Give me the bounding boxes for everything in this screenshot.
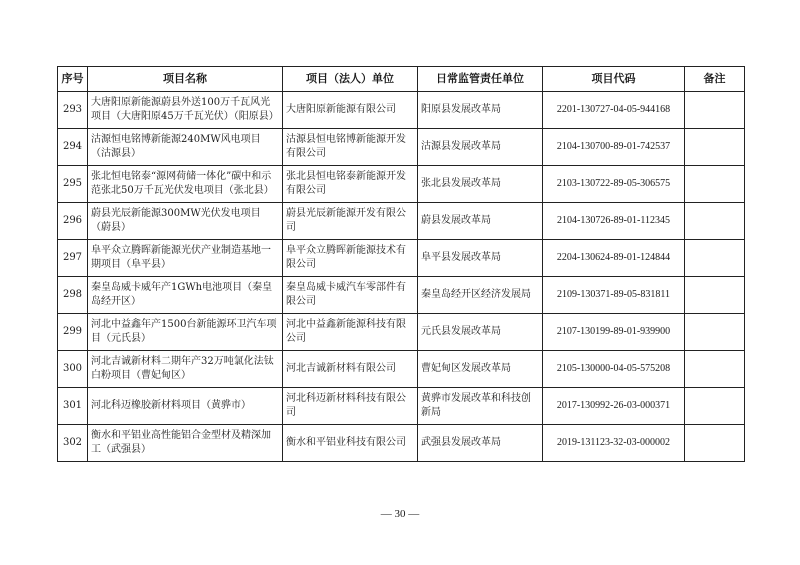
cell-unit: [283, 203, 418, 240]
cell-project-name: [88, 129, 283, 166]
cell-note: [685, 277, 745, 314]
cell-supervisor-text: 阜平县发展改革局: [421, 252, 501, 263]
cell-code-text: 2107-130199-89-01-939900: [556, 326, 671, 337]
cell-supervisor-text: 武强县发展改革局: [421, 437, 501, 448]
cell-unit-text: 大唐阳原新能源有限公司: [286, 104, 396, 115]
cell-seq: [58, 240, 88, 277]
cell-seq-text: 300: [62, 363, 83, 374]
cell-code: [543, 314, 685, 351]
header-project-name: 项目名称: [88, 67, 283, 92]
cell-supervisor-text: 元氏县发展改革局: [421, 326, 501, 337]
cell-supervisor-text: 沽源县发展改革局: [421, 141, 501, 152]
table-row: [58, 277, 745, 314]
cell-unit-text: 衡水和平铝业科技有限公司: [286, 437, 406, 448]
cell-unit-text: 秦皇岛威卡威汽车零部件有限公司: [286, 282, 406, 307]
cell-project-name-text: 沽源恒电铭博新能源240MW风电项目（沽源县）: [91, 134, 261, 159]
cell-project-name: [88, 92, 283, 129]
table-row: [58, 314, 745, 351]
cell-unit-text: 河北中益鑫新能源科技有限公司: [286, 319, 406, 344]
cell-supervisor: [418, 166, 543, 203]
cell-note: [685, 351, 745, 388]
cell-code: [543, 425, 685, 462]
cell-supervisor: [418, 351, 543, 388]
cell-code: [543, 129, 685, 166]
cell-code-text: 2201-130727-04-05-944168: [556, 104, 671, 115]
cell-unit-text: 河北科迈新材料科技有限公司: [286, 393, 406, 418]
cell-supervisor-text: 阳原县发展改革局: [421, 104, 501, 115]
header-note: 备注: [685, 67, 745, 92]
cell-code: [543, 277, 685, 314]
cell-code: [543, 351, 685, 388]
cell-seq: [58, 129, 88, 166]
cell-code-text: 2104-130726-89-01-112345: [557, 215, 670, 226]
cell-unit: [283, 388, 418, 425]
page-number: — 30 —: [380, 508, 420, 520]
cell-project-name-text: 河北科迈橡胶新材料项目（黄骅市）: [91, 400, 251, 411]
cell-supervisor: [418, 425, 543, 462]
table-row: [58, 166, 745, 203]
cell-project-name-text: 秦皇岛威卡威年产1GWh电池项目（秦皇岛经开区）: [91, 282, 273, 307]
cell-project-name: [88, 425, 283, 462]
cell-code-text: 2104-130700-89-01-742537: [556, 141, 671, 152]
cell-supervisor: [418, 129, 543, 166]
cell-project-name: [88, 240, 283, 277]
cell-unit: [283, 351, 418, 388]
cell-seq: [58, 277, 88, 314]
table-row: [58, 388, 745, 425]
cell-seq-text: 302: [62, 437, 83, 448]
cell-seq-text: 299: [62, 326, 83, 337]
cell-supervisor-text: 秦皇岛经开区经济发展局: [421, 289, 531, 300]
cell-project-name: [88, 203, 283, 240]
cell-unit: [283, 314, 418, 351]
cell-supervisor-text: 张北县发展改革局: [421, 178, 501, 189]
table-header-row: [58, 67, 745, 92]
cell-seq-text: 296: [62, 215, 83, 226]
cell-project-name: [88, 351, 283, 388]
cell-seq: [58, 388, 88, 425]
cell-note: [685, 388, 745, 425]
cell-seq-text: 293: [62, 104, 83, 115]
cell-note: [685, 240, 745, 277]
table-row: [58, 92, 745, 129]
table-row: [58, 351, 745, 388]
cell-note: [685, 425, 745, 462]
cell-note: [685, 92, 745, 129]
cell-project-name-text: 蔚县光辰新能源300MW光伏发电项目（蔚县）: [91, 208, 261, 233]
cell-code-text: 2103-130722-89-05-306575: [556, 178, 671, 189]
header-unit: 项目（法人）单位: [283, 67, 418, 92]
table-row: [58, 425, 745, 462]
cell-seq: [58, 166, 88, 203]
cell-supervisor: [418, 240, 543, 277]
cell-seq: [58, 314, 88, 351]
cell-supervisor: [418, 388, 543, 425]
cell-unit: [283, 425, 418, 462]
cell-project-name: [88, 277, 283, 314]
cell-supervisor-text: 蔚县发展改革局: [421, 215, 491, 226]
cell-seq-text: 301: [62, 400, 83, 411]
cell-code-text: 2017-130992-26-03-000371: [556, 400, 671, 411]
cell-code: [543, 166, 685, 203]
table-row: [58, 240, 745, 277]
project-table: [57, 66, 745, 462]
header-code: 项目代码: [543, 67, 685, 92]
cell-code-text: 2204-130624-89-01-124844: [556, 252, 671, 263]
cell-supervisor-text: 曹妃甸区发展改革局: [421, 363, 511, 374]
cell-unit: [283, 240, 418, 277]
cell-code: [543, 203, 685, 240]
cell-note: [685, 203, 745, 240]
cell-code-text: 2105-130000-04-05-575208: [556, 363, 671, 374]
cell-project-name-text: 张北恒电铭泰“源网荷储一体化”碳中和示范张北50万千瓦光伏发电项目（张北县）: [91, 171, 274, 196]
cell-unit-text: 河北吉诚新材料有限公司: [286, 363, 396, 374]
cell-code-text: 2109-130371-89-05-831811: [557, 289, 670, 300]
cell-unit-text: 张北县恒电铭泰新能源开发有限公司: [286, 171, 406, 196]
cell-project-name: [88, 388, 283, 425]
cell-project-name-text: 衡水和平铝业高性能铝合金型材及精深加工（武强县）: [91, 430, 271, 455]
cell-seq-text: 298: [62, 289, 83, 300]
table-row: [58, 129, 745, 166]
cell-unit: [283, 92, 418, 129]
cell-project-name-text: 大唐阳原新能源蔚县外送100万千瓦风光项目（大唐阳原45万千瓦光伏）（阳原县）: [91, 97, 279, 122]
cell-note: [685, 129, 745, 166]
cell-unit: [283, 166, 418, 203]
cell-project-name-text: 河北吉诚新材料二期年产32万吨氯化法钛白粉项目（曹妃甸区）: [91, 356, 274, 381]
cell-project-name: [88, 314, 283, 351]
cell-code-text: 2019-131123-32-03-000002: [557, 437, 670, 448]
cell-code: [543, 388, 685, 425]
cell-supervisor: [418, 277, 543, 314]
cell-seq: [58, 203, 88, 240]
cell-seq: [58, 92, 88, 129]
cell-unit: [283, 277, 418, 314]
cell-supervisor-text: 黄骅市发展改革和科技创新局: [421, 393, 531, 418]
cell-project-name-text: 阜平众立腾晖新能源光伏产业制造基地一期项目（阜平县）: [91, 245, 271, 270]
cell-note: [685, 314, 745, 351]
cell-seq: [58, 351, 88, 388]
cell-supervisor: [418, 92, 543, 129]
cell-code: [543, 240, 685, 277]
cell-seq-text: 295: [62, 178, 83, 189]
cell-code: [543, 92, 685, 129]
cell-project-name-text: 河北中益鑫年产1500台新能源环卫汽车项目（元氏县）: [91, 319, 277, 344]
cell-unit-text: 蔚县光辰新能源开发有限公司: [286, 208, 406, 233]
cell-supervisor: [418, 314, 543, 351]
cell-supervisor: [418, 203, 543, 240]
cell-unit-text: 沽源县恒电铭博新能源开发有限公司: [286, 134, 406, 159]
header-seq: 序号: [58, 67, 88, 92]
cell-seq: [58, 425, 88, 462]
cell-project-name: [88, 166, 283, 203]
cell-unit: [283, 129, 418, 166]
cell-seq-text: 294: [62, 141, 83, 152]
table-row: [58, 203, 745, 240]
cell-unit-text: 阜平众立腾晖新能源技术有限公司: [286, 245, 406, 270]
cell-seq-text: 297: [62, 252, 83, 263]
header-supervisor: 日常监管责任单位: [418, 67, 543, 92]
cell-note: [685, 166, 745, 203]
